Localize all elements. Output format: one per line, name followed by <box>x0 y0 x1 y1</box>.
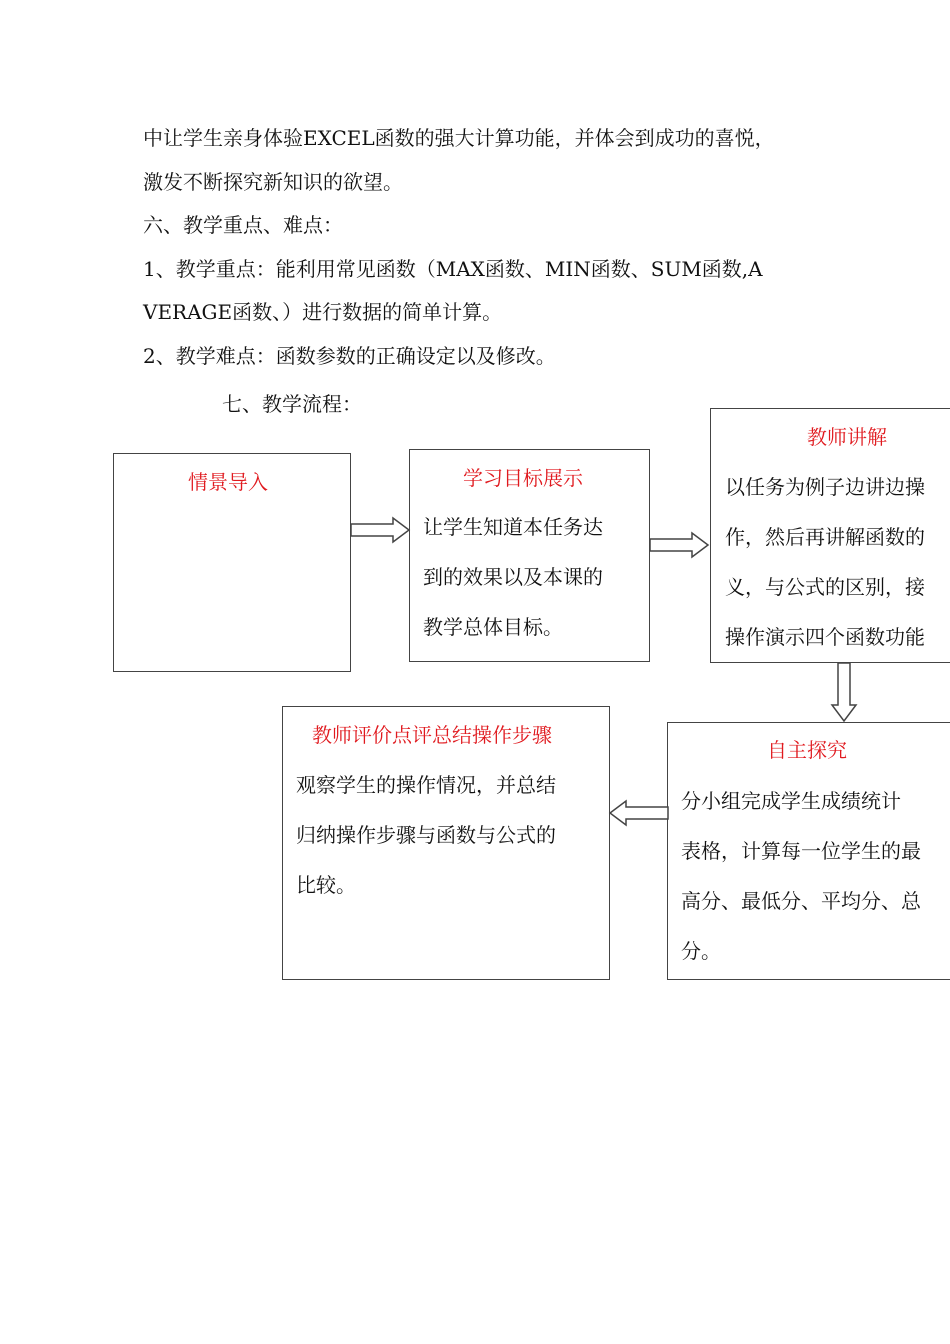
flow-box-teacher-summary <box>282 706 610 980</box>
flow-box-text-line: 让学生知道本任务达 <box>423 515 603 539</box>
flow-box-self-explore <box>667 722 950 980</box>
flow-box-text-line: 作，然后再讲解函数的 <box>725 525 925 549</box>
flow-box-body <box>725 462 925 662</box>
flow-box-text-line: 归纳操作步骤与函数与公式的 <box>296 823 556 847</box>
arrow-right-icon <box>649 531 711 559</box>
flow-box-text-line: 分小组完成学生成绩统计 <box>681 789 901 813</box>
flow-box-learning-goals <box>409 449 650 662</box>
flow-box-teacher-explain <box>710 408 950 663</box>
flow-box-body <box>423 502 603 652</box>
flow-box-text-line: 高分、最低分、平均分、总 <box>681 889 921 913</box>
flow-box-title: 教师讲解 <box>807 425 887 449</box>
arrow-left-icon <box>608 799 670 827</box>
key-point-line: 1、教学重点：能利用常见函数（MAX函数、MIN函数、SUM函数,A <box>143 257 763 281</box>
flow-box-text-line: 操作演示四个函数功能 <box>725 625 925 649</box>
flow-box-body <box>681 776 921 976</box>
section-heading-seven: 七、教学流程： <box>222 392 362 416</box>
flow-box-title: 情景导入 <box>188 470 268 494</box>
paragraph-line: 中让学生亲身体验EXCEL函数的强大计算功能，并体会到成功的喜悦， <box>143 126 775 150</box>
flow-box-text-line: 表格，计算每一位学生的最 <box>681 839 921 863</box>
key-point-line-continued: VERAGE函数、）进行数据的简单计算。 <box>143 300 503 324</box>
flow-box-title: 教师评价点评总结操作步骤 <box>312 723 552 747</box>
section-heading-six: 六、教学重点、难点： <box>143 213 343 237</box>
flow-box-text-line: 分。 <box>681 939 721 963</box>
flow-box-title: 学习目标展示 <box>463 466 583 490</box>
flow-box-text-line: 比较。 <box>296 873 356 897</box>
flow-box-body <box>296 760 556 910</box>
flow-box-text-line: 以任务为例子边讲边操 <box>725 475 925 499</box>
difficult-point-line: 2、教学难点：函数参数的正确设定以及修改。 <box>143 344 556 368</box>
flow-box-text-line: 义，与公式的区别，接 <box>725 575 925 599</box>
arrow-down-icon <box>830 662 858 724</box>
flow-box-text-line: 到的效果以及本课的 <box>423 565 603 589</box>
flow-box-scenario-intro <box>113 453 351 672</box>
flow-box-text-line: 教学总体目标。 <box>423 615 563 639</box>
flow-box-title: 自主探究 <box>767 738 847 762</box>
flow-box-text-line: 观察学生的操作情况，并总结 <box>296 773 556 797</box>
arrow-right-icon <box>350 516 412 544</box>
paragraph-line: 激发不断探究新知识的欲望。 <box>143 170 403 194</box>
